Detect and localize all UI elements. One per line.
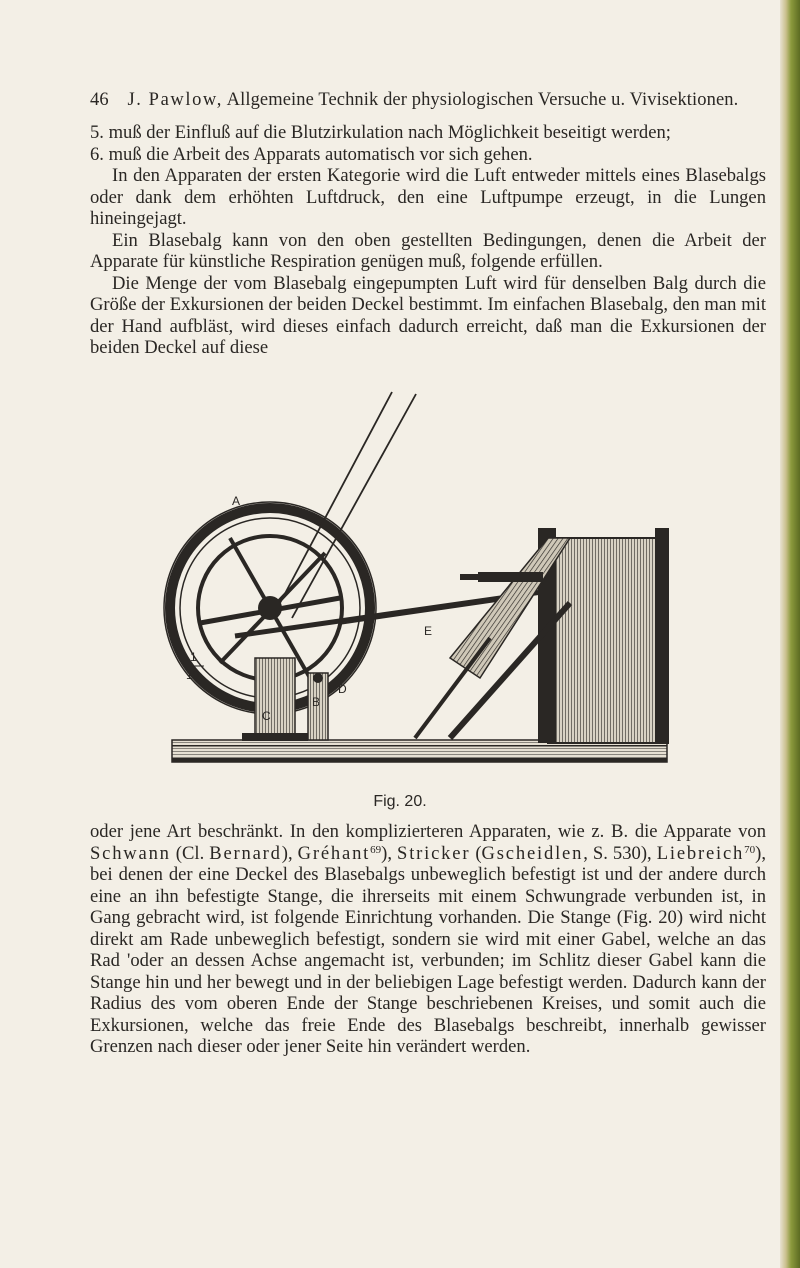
person-name: Liebreich xyxy=(656,842,745,864)
bellows xyxy=(415,528,669,743)
person-name: Bernard xyxy=(209,842,282,864)
running-header xyxy=(90,90,770,111)
person-name: Gréhant xyxy=(297,842,371,864)
label-d: D xyxy=(338,682,347,696)
paragraph: oder jene Art beschränkt. In den komplizierteren Apparaten, wie z. B. die Apparate von Schwann (Cl. Bernard), Gréhant$^{69}$), Stricker (Gscheidlen, S. 530), Liebreich$^{70}$), bei denen der eine Deckel des Blasebalgs unbeweglich befestigt ist und der andere durch eine an ihn befestigte Stange, die ihrerseits mit einem Schwungrade verbunden ist, in Gang gebracht wird, ist folgende Einrichtung vorhanden. Die Stange (Fig. 20) wird nicht direkt am Rade unbeweglich befestigt, sondern sie wird mit einer Gabel, welche an das Rad 'oder an dessen Achse angemacht ist, verbunden; im Schlitz dieser Gabel kann die Stange hin und her bewegt und in der beliebigen Lage befestigt werden. Dadurch kann der Radius des vom oberen Ende der Stange beschriebenen Kreises, und somit auch die Exkursionen, welche das freie Ende des Blasebalgs beschreibt, innerhalb gewisser Grenzen nach dieser oder jener Seite hin verändert werden. xyxy=(90,821,766,1057)
person-name: Schwann xyxy=(90,842,171,864)
label-a: A xyxy=(232,494,241,508)
air-tube xyxy=(478,572,543,582)
footnote-ref: 70 xyxy=(744,843,756,856)
scale-numerator: 1 xyxy=(190,650,197,664)
label-e: E xyxy=(424,624,433,638)
label-c: C xyxy=(262,709,271,723)
page-number: 46 xyxy=(90,90,109,110)
text-block-top xyxy=(90,122,766,359)
header-author: J. Pawlow, xyxy=(127,90,223,110)
list-item-5: 5. muß der Einfluß auf die Blutzirkulation nach Möglichkeit beseitigt werden; xyxy=(90,122,671,143)
text-block-bottom xyxy=(90,821,766,1058)
paragraph: In den Apparaten der ersten Kategorie wird die Luft entweder mittels eines Blasebalgs oder dank dem erhöhten Luftdruck, den eine Luftpumpe erzeugt, in die Lungen hineingejagt. xyxy=(90,165,766,229)
scale-denominator: 10 xyxy=(186,668,200,682)
person-name: Gscheidlen xyxy=(481,842,584,864)
label-i: I xyxy=(172,625,176,639)
figure-caption: Fig. 20. xyxy=(373,793,427,810)
wheel-stand xyxy=(255,658,295,740)
paragraph: Ein Blasebalg kann von den oben gestellten Bedingungen, denen die Arbeit der Apparate für künstliche Respiration genügen muß, folgende erfüllen. xyxy=(90,229,766,272)
list-item-6: 6. muß die Arbeit des Apparats automatisch vor sich gehen. xyxy=(90,143,533,165)
paragraph: Die Menge der vom Blasebalg eingepumpten Luft wird für denselben Balg durch die Größe der Exkursionen der beiden Deckel bestimmt. Im einfachen Blasebalg, den man mit der Hand aufbläst, wird dieses einfach dadurch erreicht, daß man die Exkursionen der beiden Deckel auf diese xyxy=(90,272,766,358)
bellows-apparatus-illustration xyxy=(160,388,680,788)
header-title: Allgemeine Technik der physiologischen Versuche u. Vivisektionen. xyxy=(226,90,739,110)
person-name: Stricker xyxy=(397,842,471,864)
footnote-ref: 69 xyxy=(370,843,382,856)
page-edge xyxy=(780,0,800,1268)
label-b: B xyxy=(312,695,321,709)
